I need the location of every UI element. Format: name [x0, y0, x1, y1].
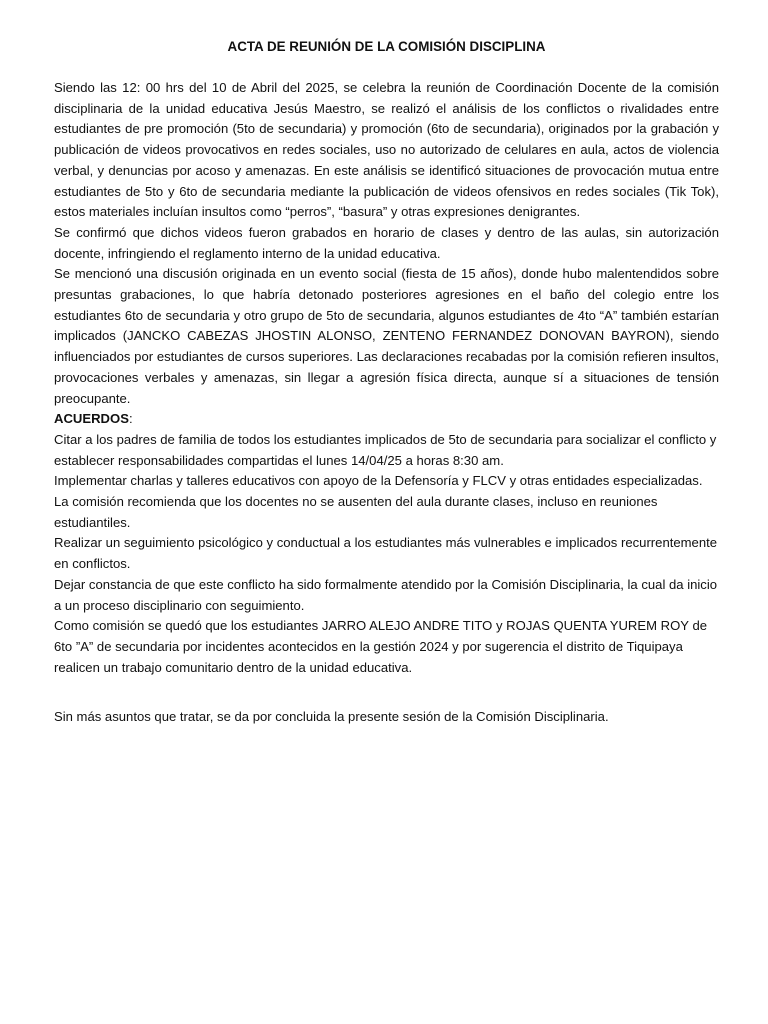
agreements-heading-line: [54, 409, 719, 430]
section-spacer: [54, 678, 719, 707]
body-paragraph-1: Siendo las 12: 00 hrs del 10 de Abril del 2025, se celebra la reunión de Coordinación Docente de la comisión disciplinaria de la unidad educativa Jesús Maestro, se realizó el análisis de los conflictos o rivalidades entre estudiantes de pre promoción (5to de secundaria) y promoción (6to de secundaria), originados por la grabación y publicación de videos provocativos en redes sociales, uso no autorizado de celulares en aula, actos de violencia verbal, y denuncias por acoso y amenazas. En este análisis se identificó situaciones de provocación mutua entre estudiantes de 5to y 6to de secundaria mediante la publicación de videos ofensivos en redes sociales (Tik Tok), estos materiales incluían insultos como “perros”, “basura” y otras expresiones denigrantes.: [54, 80, 719, 220]
agreement-item-2: Implementar charlas y talleres educativos con apoyo de la Defensoría y FLCV y otras entidades especializadas.: [54, 473, 703, 489]
agreement-item-1: Citar a los padres de familia de todos los estudiantes implicados de 5to de secundaria para socializar el conflicto y establecer responsabilidades compartidas el lunes 14/04/25 a horas 8:30 am.: [54, 431, 717, 468]
body-paragraph-3: Se mencionó una discusión originada en un evento social (fiesta de 15 años), donde hubo malentendidos sobre presuntas grabaciones, lo que habría detonado posteriores agresiones en el baño del colegio entre los estudiantes 6to de secundaria y otro grupo de 5to de secundaria, algunos estudiantes de 4to “A” también estarían implicados (JANCKO CABEZAS JHOSTIN ALONSO, ZENTENO FERNANDEZ DONOVAN BAYRON), siendo influenciados por estudiantes de cursos superiores. Las declaraciones recabadas por la comisión refieren insultos, provocaciones verbales y amenazas, sin llegar a agresión física directa, aunque sí a situaciones de tensión preocupante.: [54, 266, 719, 406]
body-paragraph-2: Se confirmó que dichos videos fueron grabados en horario de clases y dentro de las aulas, sin autorización docente, infringiendo el reglamento interno de la unidad educativa.: [54, 224, 719, 261]
agreements-heading: ACUERDOS: [54, 411, 129, 427]
agreement-item-5: Dejar constancia de que este conflicto ha sido formalmente atendido por la Comisión Disciplinaria, la cual da inicio a un proceso disciplinario con seguimiento.: [54, 576, 718, 613]
document-page: [54, 38, 719, 728]
agreements-heading-colon: :: [128, 411, 133, 427]
agreement-item-4: Realizar un seguimiento psicológico y conductual a los estudiantes más vulnerables e implicados recurrentemente en conflictos.: [54, 535, 718, 572]
agreement-item-6: Como comisión se quedó que los estudiantes JARRO ALEJO ANDRE TITO y ROJAS QUENTA YUREM ROY de 6to ”A” de secundaria por incidentes acontecidos en la gestión 2024 y por sugerencia el distrito de Tiquipaya realicen un trabajo comunitario dentro de la unidad educativa.: [54, 618, 708, 675]
document-title: ACTA DE REUNIÓN DE LA COMISIÓN DISCIPLINA: [227, 39, 546, 54]
closing-statement: Sin más asuntos que tratar, se da por concluida la presente sesión de la Comisión Disciplinaria.: [54, 709, 609, 725]
agreement-item-3: La comisión recomienda que los docentes no se ausenten del aula durante clases, incluso en reuniones estudiantiles.: [54, 494, 658, 530]
